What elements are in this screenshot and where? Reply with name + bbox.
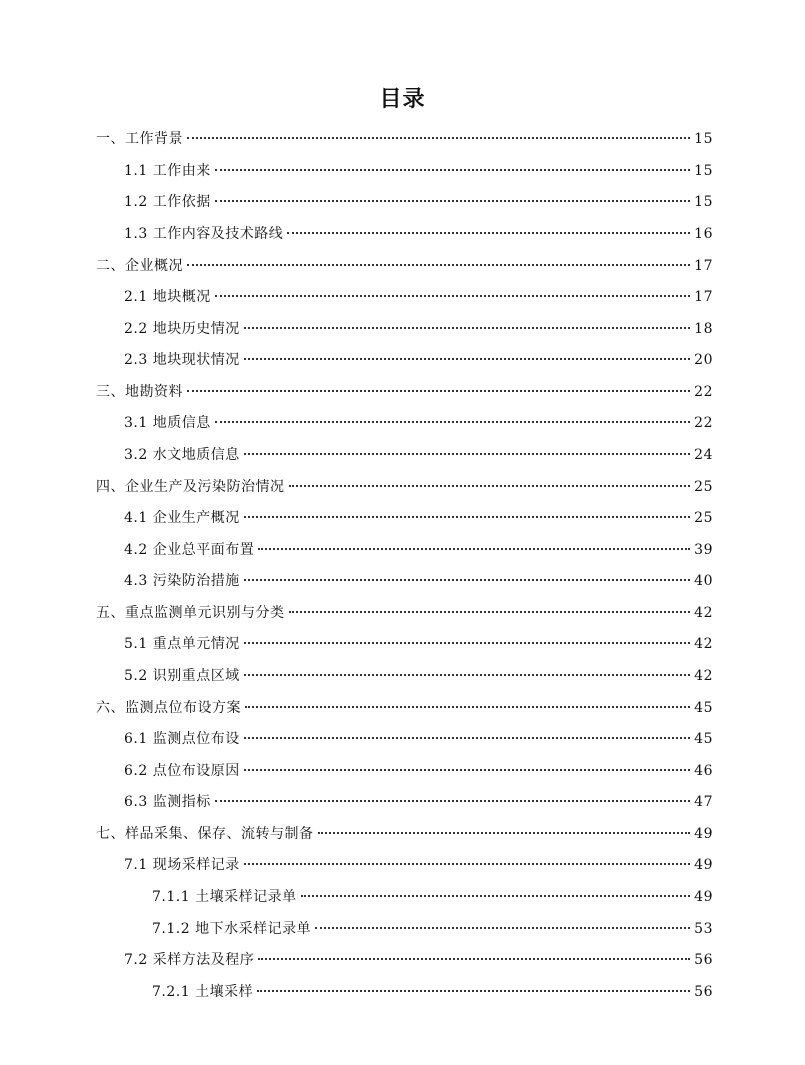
toc-leader-dots xyxy=(289,611,691,613)
toc-entry[interactable] xyxy=(124,949,713,971)
toc-leader-dots xyxy=(215,200,690,202)
toc-page-number: 17 xyxy=(694,289,713,305)
toc-page-number: 42 xyxy=(694,668,713,684)
toc-page-number: 20 xyxy=(694,352,713,368)
toc-page-number: 25 xyxy=(694,510,713,526)
toc-leader-dots xyxy=(187,264,690,266)
toc-page-number: 45 xyxy=(694,731,713,747)
toc-entry[interactable] xyxy=(124,223,713,245)
toc-entry[interactable] xyxy=(96,128,713,150)
toc-leader-dots xyxy=(244,453,690,455)
toc-page-number: 56 xyxy=(694,952,713,968)
toc-page-number: 18 xyxy=(694,321,713,337)
toc-page-number: 25 xyxy=(694,479,713,495)
toc-entry[interactable] xyxy=(96,602,713,624)
toc-entry-text: 6.2 点位布设原因 xyxy=(124,763,240,779)
toc-page-number: 15 xyxy=(694,163,713,179)
toc-page-number: 15 xyxy=(694,194,713,210)
toc-leader-dots xyxy=(215,295,690,297)
toc-leader-dots xyxy=(244,737,690,739)
toc-entry-text: 2.1 地块概况 xyxy=(124,289,211,305)
toc-entry[interactable] xyxy=(124,349,713,371)
toc-entry-text: 1.2 工作依据 xyxy=(124,194,211,210)
toc-page-number: 16 xyxy=(694,226,713,242)
toc-page-number: 39 xyxy=(694,542,713,558)
toc-page-number: 40 xyxy=(694,573,713,589)
toc-leader-dots xyxy=(245,706,690,708)
toc-entry-text: 7.1.1 土壤采样记录单 xyxy=(152,889,297,905)
toc-leader-dots xyxy=(257,990,690,992)
toc-entry[interactable] xyxy=(124,791,713,813)
toc-entry[interactable] xyxy=(96,697,713,719)
toc-leader-dots xyxy=(244,579,690,581)
toc-entry-text: 1.1 工作由来 xyxy=(124,163,211,179)
toc-page-number: 42 xyxy=(694,605,713,621)
toc-leader-dots xyxy=(215,800,690,802)
toc-entry[interactable] xyxy=(124,539,713,561)
toc-entry[interactable] xyxy=(124,318,713,340)
toc-page-number: 15 xyxy=(694,131,713,147)
toc-entry-text: 四、企业生产及污染防治情况 xyxy=(96,479,285,495)
toc-leader-dots xyxy=(244,769,690,771)
toc-leader-dots xyxy=(258,548,690,550)
toc-entry[interactable] xyxy=(124,760,713,782)
toc-page-number: 47 xyxy=(694,794,713,810)
toc-leader-dots xyxy=(187,137,690,139)
toc-leader-dots xyxy=(215,169,690,171)
toc-entry-text: 三、地勘资料 xyxy=(96,384,183,400)
toc-leader-dots xyxy=(289,485,691,487)
toc-page-number: 46 xyxy=(694,763,713,779)
toc-entry[interactable] xyxy=(96,823,713,845)
toc-leader-dots xyxy=(215,421,690,423)
toc-page-number: 42 xyxy=(694,636,713,652)
toc-entry[interactable] xyxy=(152,886,713,908)
toc-page-number: 49 xyxy=(694,889,713,905)
toc-entry[interactable] xyxy=(152,918,713,940)
toc-entry[interactable] xyxy=(124,160,713,182)
toc-entry-text: 4.1 企业生产概况 xyxy=(124,510,240,526)
toc-entry[interactable] xyxy=(124,412,713,434)
toc-entry[interactable] xyxy=(124,633,713,655)
toc-entry-text: 3.2 水文地质信息 xyxy=(124,447,240,463)
toc-leader-dots xyxy=(301,895,691,897)
toc-leader-dots xyxy=(287,232,690,234)
toc-entry-text: 七、样品采集、保存、流转与制备 xyxy=(96,826,314,842)
toc-entry[interactable] xyxy=(124,191,713,213)
toc-entry-text: 5.1 重点单元情况 xyxy=(124,636,240,652)
toc-entry-text: 六、监测点位布设方案 xyxy=(96,700,241,716)
toc-entry-text: 2.2 地块历史情况 xyxy=(124,321,240,337)
toc-leader-dots xyxy=(244,642,690,644)
toc-entry-text: 4.2 企业总平面布置 xyxy=(124,542,255,558)
toc-entry-text: 7.2.1 土壤采样 xyxy=(152,984,254,1000)
toc-entry[interactable] xyxy=(124,286,713,308)
toc-leader-dots xyxy=(187,390,690,392)
toc-entry[interactable] xyxy=(124,665,713,687)
toc-entry[interactable] xyxy=(152,981,713,1003)
toc-entry-text: 6.3 监测指标 xyxy=(124,794,211,810)
toc-entry-text: 7.1 现场采样记录 xyxy=(124,857,240,873)
toc-page-number: 53 xyxy=(694,921,713,937)
toc-entry[interactable] xyxy=(96,476,713,498)
toc-entry[interactable] xyxy=(124,728,713,750)
page-title: 目录 xyxy=(379,87,426,112)
toc-entry[interactable] xyxy=(96,255,713,277)
toc-entry-text: 7.2 采样方法及程序 xyxy=(124,952,255,968)
toc-entry-text: 二、企业概况 xyxy=(96,258,183,274)
toc-leader-dots xyxy=(244,674,690,676)
toc-entry-text: 7.1.2 地下水采样记录单 xyxy=(152,921,312,937)
toc-entry-text: 5.2 识别重点区域 xyxy=(124,668,240,684)
toc-entry-text: 五、重点监测单元识别与分类 xyxy=(96,605,285,621)
toc-entry[interactable] xyxy=(124,444,713,466)
toc-page-number: 22 xyxy=(694,415,713,431)
toc-page-number: 17 xyxy=(694,258,713,274)
toc-page-number: 22 xyxy=(694,384,713,400)
toc-page-number: 49 xyxy=(694,857,713,873)
toc-page-number: 56 xyxy=(694,984,713,1000)
toc-entry-text: 4.3 污染防治措施 xyxy=(124,573,240,589)
toc-leader-dots xyxy=(315,927,690,929)
toc-page-number: 45 xyxy=(694,700,713,716)
toc-leader-dots xyxy=(318,832,691,834)
toc-leader-dots xyxy=(258,958,690,960)
toc-page-number: 24 xyxy=(694,447,713,463)
toc-entry-text: 2.3 地块现状情况 xyxy=(124,352,240,368)
toc-entry-text: 一、工作背景 xyxy=(96,131,183,147)
toc-leader-dots xyxy=(244,863,690,865)
toc-entry[interactable] xyxy=(96,381,713,403)
toc-page-number: 49 xyxy=(694,826,713,842)
toc-entry-text: 3.1 地质信息 xyxy=(124,415,211,431)
toc-leader-dots xyxy=(244,358,690,360)
toc-entry[interactable] xyxy=(124,854,713,876)
toc-leader-dots xyxy=(244,516,690,518)
toc-entry-text: 6.1 监测点位布设 xyxy=(124,731,240,747)
toc-entry[interactable] xyxy=(124,570,713,592)
toc-leader-dots xyxy=(244,327,690,329)
toc-entry-text: 1.3 工作内容及技术路线 xyxy=(124,226,284,242)
toc-entry[interactable] xyxy=(124,507,713,529)
